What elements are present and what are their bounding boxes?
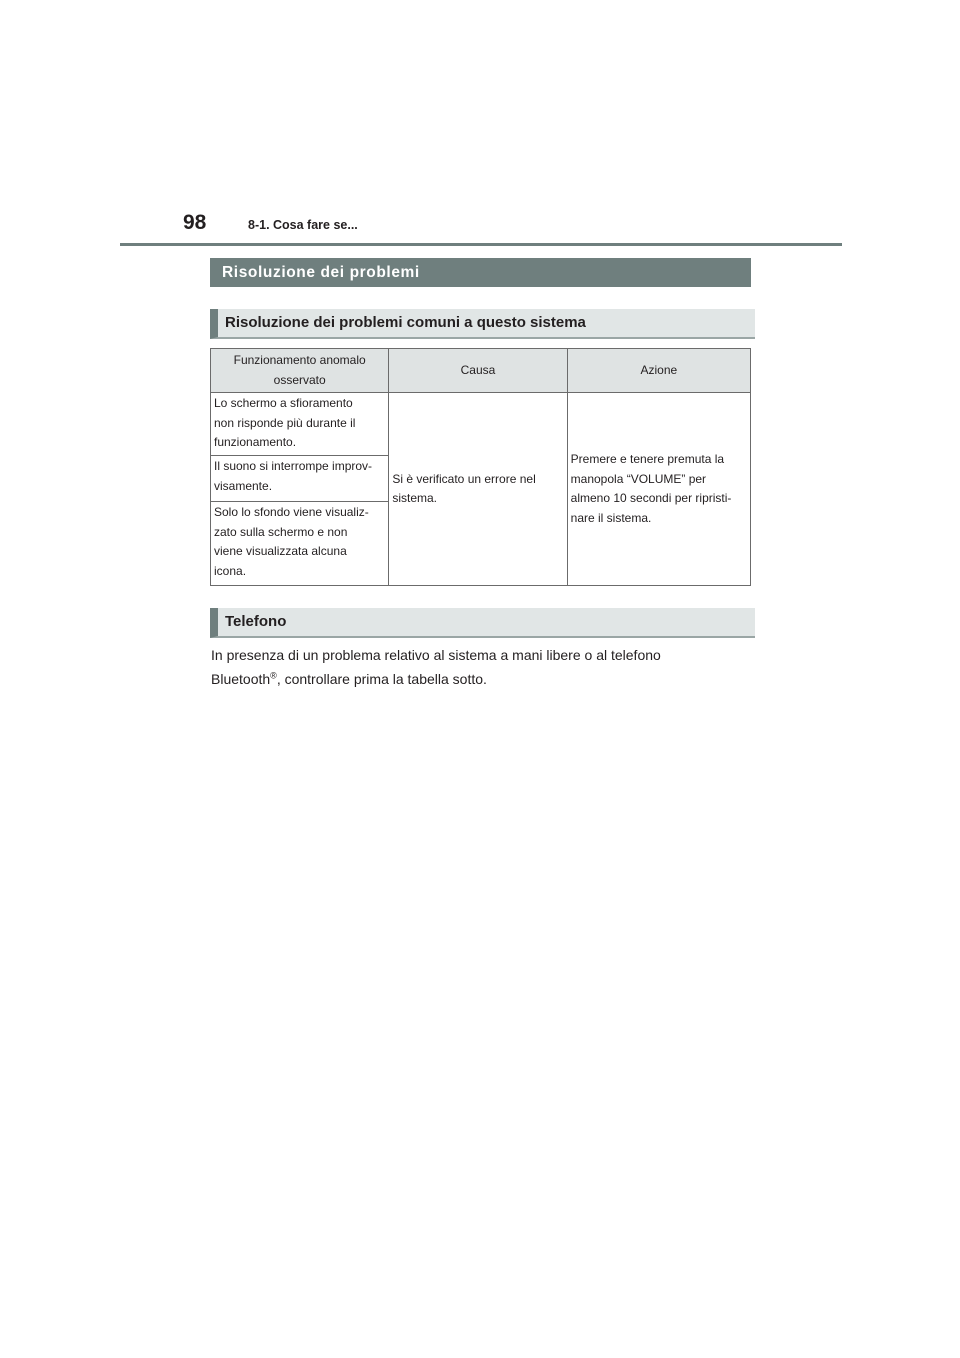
action-line: almeno 10 secondi per ripristi-	[570, 491, 732, 505]
header-symptom-line: Funzionamento anomalo	[233, 353, 366, 367]
section-reference: 8-1. Cosa fare se...	[248, 218, 358, 232]
symptom-cell	[211, 456, 389, 502]
symptom-line: non risponde più durante il	[214, 415, 356, 430]
cause-line: sistema.	[392, 491, 438, 505]
symptom-line: Solo lo sfondo viene visualiz-	[214, 505, 369, 519]
header-rule	[120, 243, 842, 246]
action-line: manopola “VOLUME” per	[570, 471, 707, 486]
header-symptom-line: osservato	[273, 372, 326, 387]
symptom-line: Lo schermo a sfioramento	[214, 396, 353, 410]
cause-line: Si è verificato un errore nel	[392, 471, 536, 486]
cause-cell	[389, 393, 567, 586]
body-line: In presenza di un problema relativo al sistema a mani libere o al telefono	[211, 647, 661, 663]
subheading-common-problems: Risoluzione dei problemi comuni a questo sistema	[210, 309, 755, 339]
header-cause: Causa	[389, 349, 567, 393]
table-header-row	[211, 349, 751, 393]
symptom-line: visamente.	[214, 478, 273, 493]
action-line: Premere e tenere premuta la	[570, 452, 725, 466]
symptom-line: zato sulla schermo e non	[214, 524, 348, 539]
symptom-line: Il suono si interrompe improv-	[214, 459, 373, 473]
troubleshooting-table	[210, 348, 751, 586]
phone-intro-paragraph	[211, 643, 756, 691]
symptom-cell	[211, 502, 389, 586]
action-cell	[567, 393, 750, 586]
body-word: Bluetooth	[211, 671, 271, 687]
symptom-line: icona.	[214, 563, 247, 578]
symptom-line: funzionamento.	[214, 435, 297, 449]
registered-mark: ®	[270, 670, 277, 681]
subheading-phone: Telefono	[210, 608, 755, 638]
section-banner: Risoluzione dei problemi	[210, 258, 751, 287]
symptom-line: viene visualizzata alcuna	[214, 544, 347, 558]
header-symptom	[211, 349, 389, 393]
symptom-cell	[211, 393, 389, 456]
table-row	[211, 393, 751, 456]
page-number: 98	[183, 211, 207, 234]
action-line: nare il sistema.	[570, 510, 652, 525]
header-action: Azione	[567, 349, 750, 393]
body-rest: , controllare prima la tabella sotto.	[276, 671, 487, 687]
